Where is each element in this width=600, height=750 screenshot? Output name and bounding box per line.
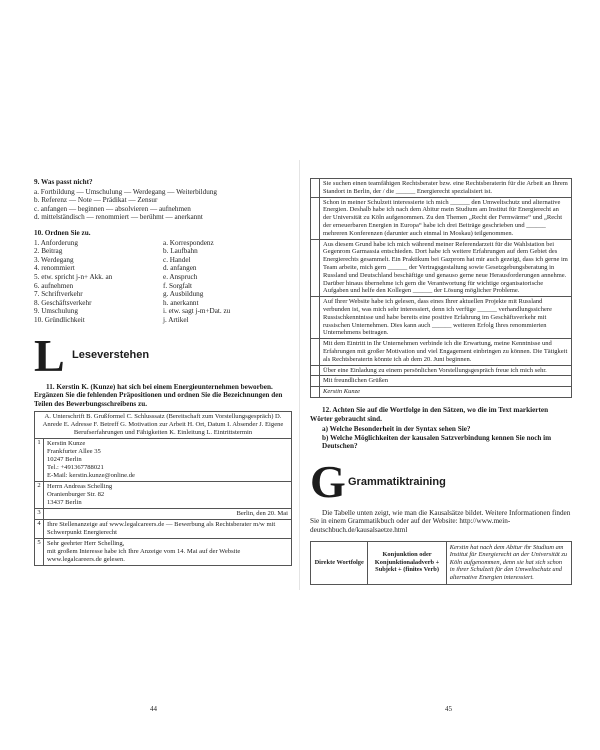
letter-parts-box [34, 411, 292, 566]
exercise-10-title: 10. Ordnen Sie zu. [34, 228, 91, 237]
exercise-10-left-column [34, 239, 163, 325]
exercise-12-title: 12. Achten Sie auf die Wortfolge in den Sätzen, wo die im Text markierten Wörter gebraucht sind. [310, 405, 549, 423]
letter-row [311, 376, 571, 387]
letter-row [311, 198, 571, 240]
letter-row [311, 387, 571, 397]
page-number-left: 44 [150, 705, 157, 713]
list-item: f. Sorgfalt [163, 281, 193, 290]
right-page [310, 178, 572, 585]
slot-number: 2 [35, 482, 44, 508]
letter-row-text: Mit dem Eintritt in Ihr Unternehmen verbinde ich die Erwartung, meine Kenntnisse und Erfahrungen mit großer Motivation und viel Engagement einbringen zu können. Die Tätigkeit als Rechtsberaterin könnte ich ab dem 20. Juni beginnen. [323, 340, 568, 363]
list-item: c. anfangen — beginnen — absolvieren — aufnehmen [34, 204, 191, 213]
letter-row-text: Über eine Einladung zu einem persönlichen Vorstellungsgespräch freue ich mich sehr. [323, 366, 547, 374]
exercise-11-instruction: 11. Kerstin K. (Kunze) hat sich bei einem Energieunternehmen beworben. Ergänzen Sie die fehlenden Präpositionen und ordnen Sie die Bezeichnungen den Teilen des Bewerbungsschreibens zu. [34, 382, 283, 408]
list-item: 8. Geschäftsverkehr [34, 298, 92, 307]
list-item: e. Anspruch [163, 272, 198, 281]
section-letter-g: G [310, 455, 346, 507]
list-item: d. mittelständisch — renommiert — berühmt — anerkannt [34, 213, 203, 222]
exercise-12-question-b: b) Welche Möglichkeiten der kausalen Satzverbindung kennen Sie noch im Deutschen? [322, 433, 552, 451]
letter-slot [35, 520, 291, 539]
slot-number [311, 366, 320, 376]
list-item: 1. Anforderung [34, 238, 78, 247]
list-item: b. Referenz — Note — Prädikat — Zensur [34, 196, 158, 205]
slot-number [311, 339, 320, 364]
left-page [34, 178, 292, 566]
letter-body-box [310, 178, 572, 398]
letter-slot [35, 509, 291, 520]
list-item: b. Laufbahn [163, 247, 198, 256]
page-gutter [299, 160, 300, 590]
slot-number: 3 [35, 509, 44, 519]
slot-number: 1 [35, 439, 44, 481]
section-letter-l: L [34, 329, 65, 381]
list-item: 3. Werdegang [34, 255, 74, 264]
letter-row-text: Auf Ihrer Website habe ich gelesen, dass eines Ihrer aktuellen Projekte mit Russland verbunden ist, was mich sehr interessiert, denn ich verfüge ______ verhandlungssichere Russischkenntnisse und habe bereits eine positive Erfahrung im Geschäftsverkehr mit russischen Unternehmen. Dies kann auch ______ weiteren Erfolg Ihres renommierten Unternehmens beitragen. [323, 298, 552, 337]
list-item: c. Handel [163, 255, 191, 264]
section-title-grammar: Grammatiktraining [348, 475, 446, 488]
slot-text: Sehr geehrter Herr Schelling, mit großem Interesse habe ich Ihre Anzeige vom 14. Mai auf der Website www.legalcareers.de gelesen. [47, 540, 241, 564]
list-item: j. Artikel [163, 315, 189, 324]
exercise-9-list [34, 188, 292, 222]
section-title-reading: Leseverstehen [72, 349, 150, 362]
section-heading-grammar [310, 455, 572, 507]
table-row [311, 541, 572, 584]
list-item: 9. Umschulung [34, 307, 78, 316]
letter-row-text: Kerstin Kunze [323, 388, 361, 396]
slot-number: 5 [35, 539, 44, 565]
slot-number [311, 376, 320, 386]
table-cell-word-order: Direkte Wortfolge [311, 541, 368, 584]
list-item: 7. Schriftverkehr [34, 290, 83, 299]
slot-number [311, 387, 320, 397]
exercise-10-right-column [163, 239, 292, 325]
letter-slots [35, 439, 291, 565]
letter-slot [35, 439, 291, 482]
table-cell-conjunction: Konjunktion oder Konjunktionaladverb + Subjekt + (finites Verb) [368, 541, 446, 584]
slot-number [311, 179, 320, 197]
letter-slot [35, 482, 291, 509]
list-item: g. Ausbildung [163, 290, 204, 299]
letter-row [311, 339, 571, 365]
list-item: 10. Gründlichkeit [34, 315, 85, 324]
letter-row [311, 366, 571, 377]
list-item: i. etw. sagt j-m+Dat. zu [163, 307, 231, 316]
list-item: 2. Beitrag [34, 247, 63, 256]
letter-row [311, 179, 571, 198]
slot-text: Ihre Stellenanzeige auf www.legalcareers.de — Bewerbung als Rechtsberater m/w mit Schwerpunkt Energierecht [47, 521, 276, 537]
table-cell-example: Kerstin hat nach dem Abitur ihr Studium am Institut für Energierecht an der Universität zu Köln aufgenommen, denn sie hat sich schon in ihrer Schulzeit für den Umweltschutz und alternative Energien interessiert. [446, 541, 571, 584]
list-item: 5. etw. spricht j-n+ Akk. an [34, 272, 113, 281]
list-item: a. Fortbildung — Umschulung — Werdegang — Weiterbildung [34, 187, 218, 196]
slot-text: Herrn Andreas Schelling Oranienburger Str. 82 13437 Berlin [47, 483, 113, 507]
letter-row [311, 297, 571, 339]
letter-slot [35, 539, 291, 565]
letter-row-text: Sie suchen einen teamfähigen Rechtsberater bzw. eine Rechtsberaterin für die Arbeit an Ihrem Standort in Berlin, der / die ______ Energierecht spezialisiert ist. [323, 180, 568, 195]
slot-number [311, 297, 320, 338]
list-item: 6. aufnehmen [34, 281, 74, 290]
list-item: d. anfangen [163, 264, 197, 273]
slot-number: 4 [35, 520, 44, 538]
slot-text: Kerstin Kunze Frankfurter Allee 35 10247 Berlin Tel.: +491367788021 E-Mail: kerstin.kunze@online.de [47, 440, 135, 480]
list-item: 4. renommiert [34, 264, 75, 273]
section-heading-reading [34, 329, 292, 381]
list-item: a. Korrespondenz [163, 238, 214, 247]
letter-row-text: Aus diesem Grund habe ich mich während meiner Referendarzeit für die Wahlstation bei Gegenrom Garmassia entschieden. Dort habe ich weitere Erfahrungen auf dem Gebiet des Energierechts gesammelt. Ein Praktikum bei Gazprom hat mir auch gezeigt, dass ich gerne im Team arbeite, mich gern ______ der Vertragsgestaltung sowie Gesetzgebungsberatung in Russland und Deutschland beschäftige und genauso gerne neue Herausforderungen annehme. Darüber hinaus übernehme ich gern die Verantwortung für wichtige organisatorische Aufgaben und helfe den Kollegen ______ der Lösung möglicher Probleme. [323, 240, 568, 295]
letter-parts-legend: A. Unterschrift B. Grußformel C. Schlusssatz (Bereitschaft zum Vorstellungsgespräch) D. Anrede E. Adresse F. Betreff G. Motivation zur Arbeit H. Ort, Datum I. Absender J. Eigene Berufserfahrungen und Fähigkeiten K. Einleitung L. Eintrittstermin [35, 412, 291, 439]
slot-number [311, 240, 320, 297]
letter-row-text: Mit freundlichen Grüßen [323, 377, 388, 385]
exercise-12-question-a: a) Welche Besonderheit in der Syntax sehen Sie? [322, 425, 471, 434]
letter-row-text: Schon in meiner Schulzeit interessierte ich mich ______ den Umweltschutz und alternative Energien. Deshalb habe ich nach dem Abitur mein Studium am Institut für Energierecht an der Universität zu Köln aufgenommen. Zu den Themen „Recht der Fernwärme“ und „Recht der erneuerbaren Energien in Europa“ habe ich drei Beiträge geschrieben und ______ mehreren Konferenzen (darunter auch einmal in Moskau) teilgenommen. [323, 198, 563, 237]
page-number-right: 45 [445, 705, 452, 713]
letter-row [311, 240, 571, 298]
exercise-9-title: 9. Was passt nicht? [34, 178, 93, 186]
list-item: h. anerkannt [163, 298, 199, 307]
slot-number [311, 198, 320, 239]
grammar-intro: Die Tabelle unten zeigt, wie man die Kausalsätze bildet. Weitere Informationen finden Sie in einem Grammatikbuch oder auf der Website: http://www.mein-deutschbuch.de/kausalsaetze.html [310, 508, 571, 535]
slot-text: Berlin, den 20. Mai [236, 510, 288, 518]
exercise-10-columns [34, 239, 292, 325]
causal-sentence-table [310, 541, 572, 585]
